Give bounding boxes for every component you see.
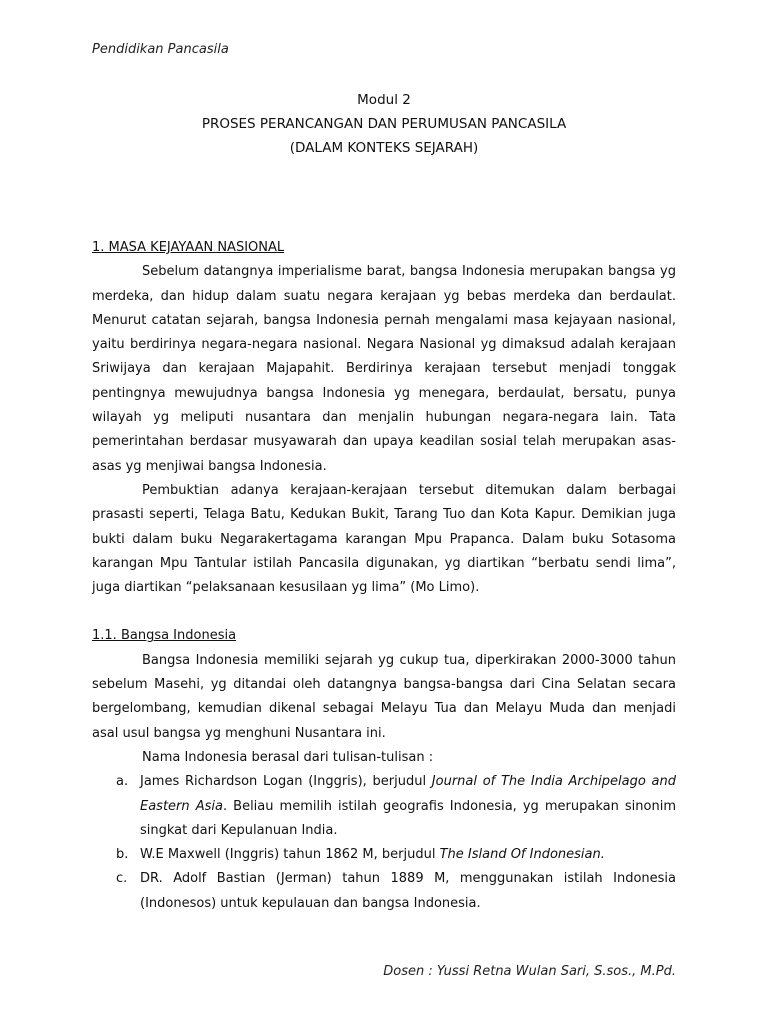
document-body: [92, 236, 676, 916]
module-label: Modul 2: [357, 92, 411, 108]
running-header: Pendidikan Pancasila: [92, 42, 229, 57]
list-marker: a.: [116, 774, 129, 790]
section-1-heading: 1. MASA KEJAYAAN NASIONAL: [92, 240, 285, 255]
list-item: a. James Richardson Logan (Inggris), berjudul Journal of The India Archipelago and Eastern Asia. Beliau memilih istilah geografis Indonesia, yg merupakan sinonim singkat dari Kepulanuan India.: [92, 770, 676, 843]
list-marker: b.: [116, 847, 129, 863]
list-item: b. W.E Maxwell (Inggris) tahun 1862 M, berjudul The Island Of Indonesian.: [92, 843, 676, 867]
running-footer: Dosen : Yussi Retna Wulan Sari, S.sos., M.Pd.: [383, 964, 676, 979]
section-1-1-heading: 1.1. Bangsa Indonesia: [92, 628, 237, 644]
title-subtitle: (DALAM KONTEKS SEJARAH): [289, 140, 479, 156]
sources-list: [92, 770, 676, 916]
list-marker: c.: [116, 871, 128, 887]
section-1-paragraph-1: Sebelum datangnya imperialisme barat, bangsa Indonesia merupakan bangsa yg merdeka, dan hidup dalam suatu negara kerajaan yg bebas merdeka dan berdaulat. Menurut catatan sejarah, bangsa Indonesia pernah mengalami masa kejayaan nasional, yaitu berdirinya negara-negara nasional. Negara Nasional yg dimaksud adalah kerajaan Sriwijaya dan kerajaan Majapahit. Berdirinya kerajaan tersebut menjadi tonggak pentingnya mewujudnya bangsa Indonesia yg menegara, berdaulat, bersatu, punya wilayah yg meliputi nusantara dan menjalin hubungan negara-negara lain. Tata pemerintahan berdasar musyawarah dan upaya keadilan sosial telah merupakan asas-asas yg menjiwai bangsa Indonesia.: [92, 264, 676, 474]
title-main: PROSES PERANCANGAN DAN PERUMUSAN PANCASILA: [201, 116, 567, 132]
section-1-1-paragraph-2: Nama Indonesia berasal dari tulisan-tulisan :: [142, 749, 434, 765]
document-title: [92, 88, 676, 160]
section-1-paragraph-2: Pembuktian adanya kerajaan-kerajaan tersebut ditemukan dalam berbagai prasasti seperti, Telaga Batu, Kedukan Bukit, Tarang Tuo dan Kota Kapur. Demikian juga bukti dalam buku Negarakertagama karangan Mpu Prapanca. Dalam buku Sotasoma karangan Mpu Tantular istilah Pancasila digunakan, yg diartikan “berbatu sendi lima”, juga diartikan “pelaksanaan kesusilaan yg lima” (Mo Limo).: [92, 482, 676, 596]
section-1-1-paragraph-1: Bangsa Indonesia memiliki sejarah yg cukup tua, diperkirakan 2000-3000 tahun sebelum Masehi, yg ditandai oleh datangnya bangsa-bangsa dari Cina Selatan secara bergelombang, kemudian dikenal sebagai Melayu Tua dan Melayu Muda dan menjadi asal usul bangsa yg menghuni Nusantara ini.: [92, 652, 676, 741]
list-item: c. DR. Adolf Bastian (Jerman) tahun 1889 M, menggunakan istilah Indonesia (Indonesos) untuk kepulauan dan bangsa Indonesia.: [92, 867, 676, 916]
